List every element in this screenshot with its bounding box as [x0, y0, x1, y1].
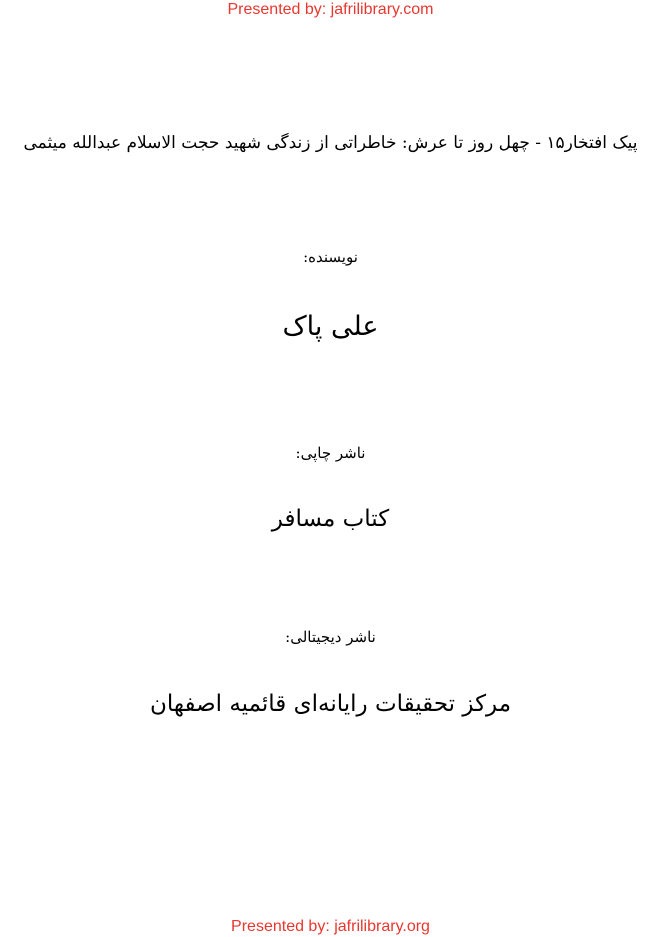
- print-publisher-name: کتاب مسافر: [271, 506, 390, 532]
- author-label: نویسنده:: [303, 248, 358, 266]
- book-title: پیک افتخار۱۵ - چهل روز تا عرش: خاطراتی از زندگی شهید حجت الاسلام عبدالله میثمی: [23, 133, 638, 153]
- watermark-top: Presented by: jafrilibrary.com: [227, 1, 434, 18]
- author-name: علی پاک: [282, 311, 379, 342]
- digital-publisher-label: ناشر دیجیتالی:: [285, 628, 376, 646]
- digital-publisher-name: مرکز تحقیقات رایانه‌ای قائمیه اصفهان: [149, 691, 512, 717]
- watermark-bottom: Presented by: jafrilibrary.org: [231, 918, 430, 935]
- print-publisher-label: ناشر چاپی:: [295, 444, 366, 462]
